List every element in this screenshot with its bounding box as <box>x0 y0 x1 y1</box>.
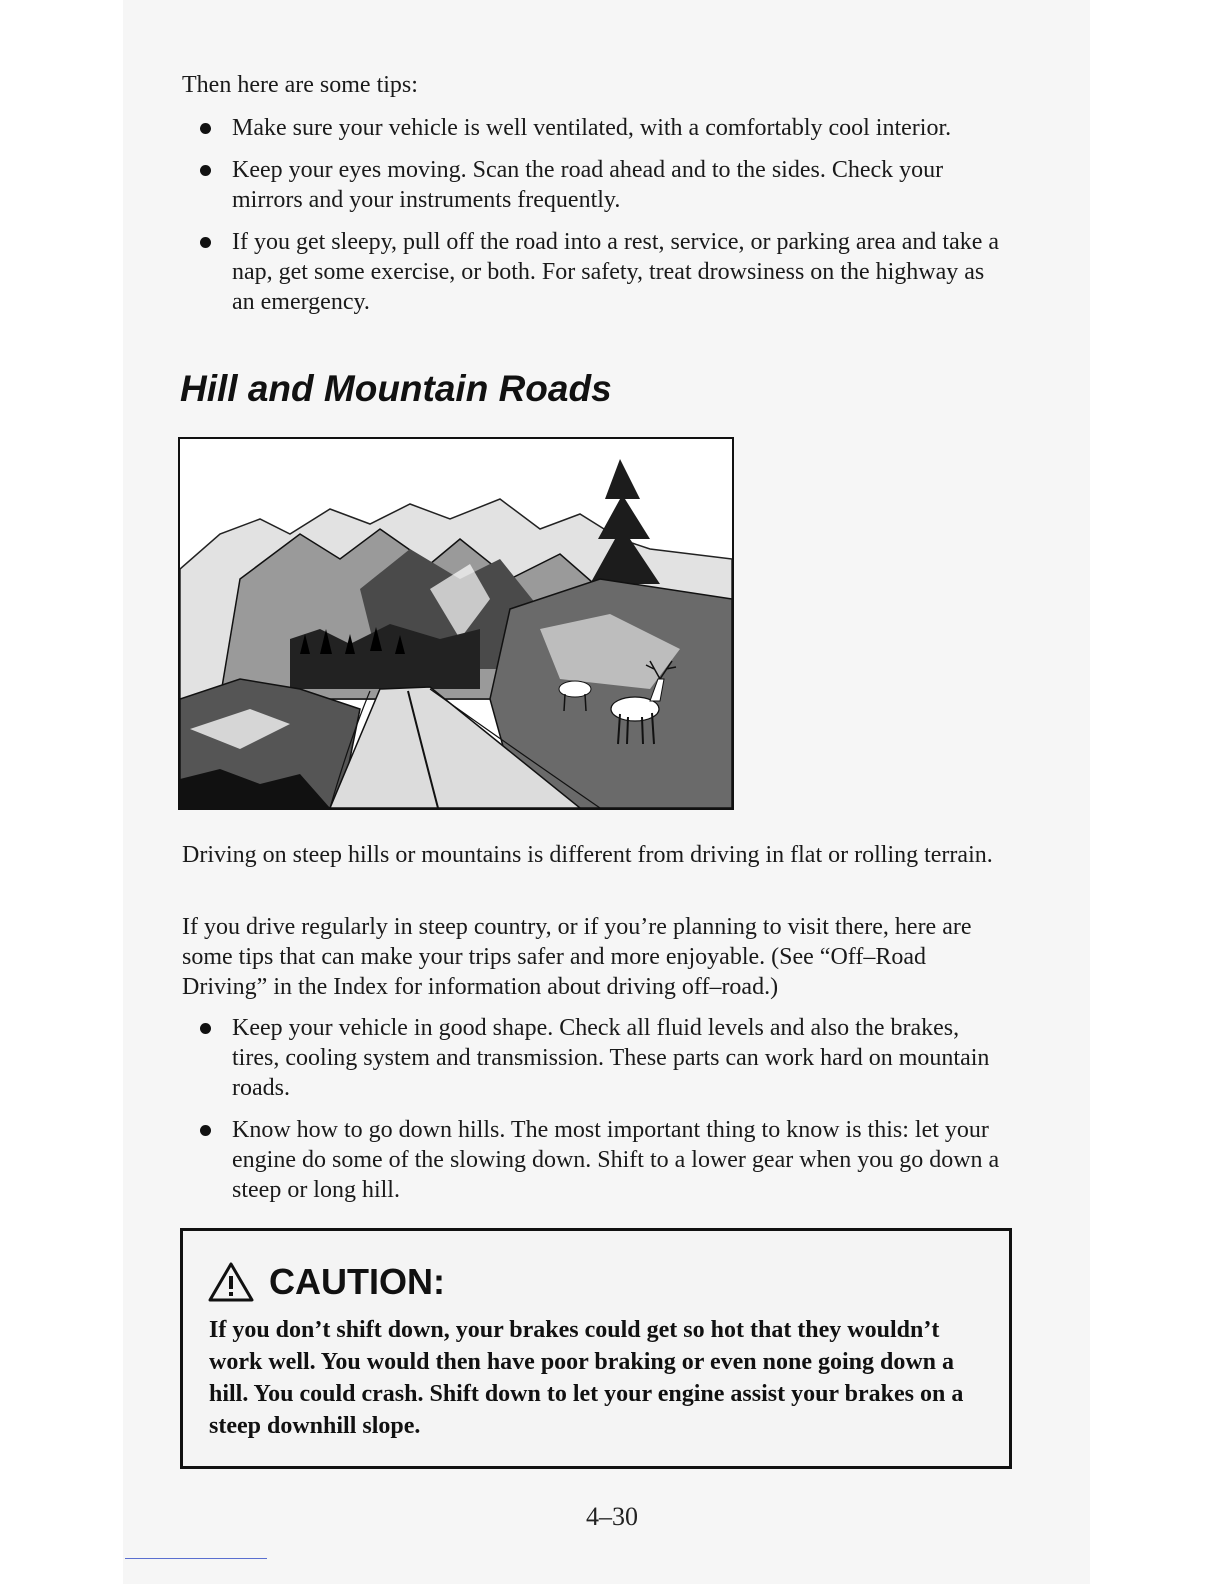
caution-header <box>207 1261 445 1303</box>
mountain-road-illustration <box>178 437 734 810</box>
intro-text: Then here are some tips: <box>182 72 418 98</box>
list-item: Keep your eyes moving. Scan the road ahead and to the sides. Check your mirrors and your instruments frequently. <box>182 155 1012 215</box>
list-item: Keep your vehicle in good shape. Check all fluid levels and also the brakes, tires, cooling system and transmission. These parts can work hard on mountain roads. <box>182 1013 1012 1103</box>
footer-rule <box>125 1558 267 1559</box>
bullet-icon <box>200 1125 211 1136</box>
bullet-icon <box>200 165 211 176</box>
caution-box <box>180 1228 1012 1469</box>
section-title: Hill and Mountain Roads <box>180 368 612 409</box>
paragraph-steep-country: If you drive regularly in steep country, or if you’re planning to visit there, here are some tips that can make your trips safer and more enjoyable. (See “Off–Road Driving” in the Index for information about driving off–road.) <box>182 914 972 1000</box>
list-item: Make sure your vehicle is well ventilated, with a comfortably cool interior. <box>182 113 1012 143</box>
list-item: If you get sleepy, pull off the road into a rest, service, or parking area and take a nap, get some exercise, or both. For safety, treat drowsiness on the highway as an emergency. <box>182 227 1012 317</box>
warning-triangle-icon <box>207 1261 255 1303</box>
bullet-icon <box>200 1023 211 1034</box>
tips-list-mountain <box>182 1013 1012 1217</box>
tips-list-drowsiness <box>182 113 1012 329</box>
bullet-icon <box>200 237 211 248</box>
caution-title: CAUTION: <box>269 1261 445 1302</box>
caution-text: If you don’t shift down, your brakes could get so hot that they wouldn’t work well. You would then have poor braking or even none going down a hill. You could crash. Shift down to let your engine assist your brakes on a steep downhill slope. <box>209 1317 964 1439</box>
list-item: Know how to go down hills. The most important thing to know is this: let your engine do some of the slowing down. Shift to a lower gear when you go down a steep or long hill. <box>182 1115 1012 1205</box>
bullet-icon <box>200 123 211 134</box>
page-number: 4–30 <box>586 1502 638 1531</box>
paragraph-terrain: Driving on steep hills or mountains is different from driving in flat or rolling terrain. <box>182 842 993 868</box>
